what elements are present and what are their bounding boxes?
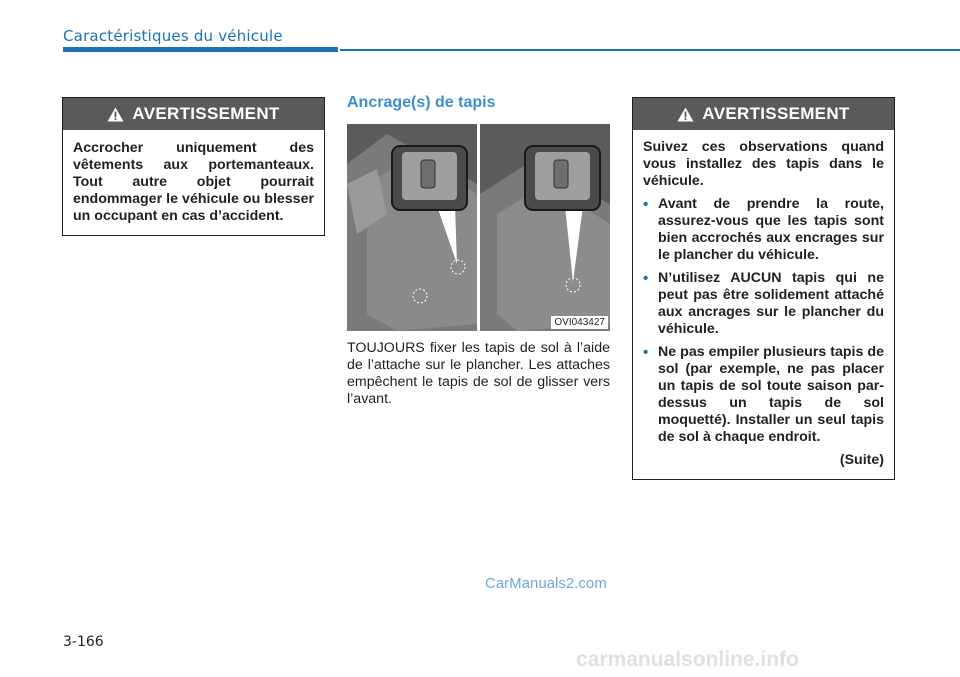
header-rule-thick <box>63 47 338 52</box>
warning-triangle-icon <box>677 107 694 122</box>
left-warning-box <box>62 97 325 236</box>
left-warning-header <box>63 98 324 130</box>
right-warning-title: AVERTISSEMENT <box>702 104 850 123</box>
floor-mat-anchor-photo <box>347 124 610 331</box>
page-number: 3-166 <box>63 634 104 650</box>
section-body-text: TOUJOURS fixer les tapis de sol à l’aide de l’attache sur le plancher. Les attaches empêchent le tapis de sol de glisser vers l’avant. <box>347 340 610 407</box>
section-heading: Ancrage(s) de tapis <box>347 94 496 111</box>
right-warning-header <box>633 98 894 130</box>
list-item: • Ne pas empiler plusieurs tapis de sol (par exemple, ne pas placer un tapis de sol toute saison par-dessus un tapis de sol moquetté). Installer un seul tapis de sol à chaque endroit. <box>643 344 884 445</box>
bullet-dot-icon: • <box>643 196 649 213</box>
right-warning-intro: Suivez ces observations quand vous installez des tapis dans le véhicule. <box>643 139 884 189</box>
section-title: Caractéristiques du véhicule <box>63 27 283 45</box>
bullet-dot-icon: • <box>643 270 649 287</box>
list-item: • Avant de prendre la route, assurez-vous que les tapis sont bien accrochés aux encrages sur le plancher du véhicule. <box>643 196 884 263</box>
list-item: • N’utilisez AUCUN tapis qui ne peut pas être solidement attaché aux ancrages sur le plancher du véhicule. <box>643 270 884 337</box>
image-code-label: OVI043427 <box>551 316 608 329</box>
left-warning-title: AVERTISSEMENT <box>132 104 280 123</box>
left-warning-text: Accrocher uniquement des vêtements aux portemanteaux. Tout autre objet pourrait endommager le véhicule ou blesser un occupant en cas d’accident. <box>73 140 314 224</box>
right-warning-box <box>632 97 895 480</box>
warning-triangle-icon <box>107 107 124 122</box>
continued-label: (Suite) <box>839 452 884 468</box>
right-warning-bullet-list <box>643 196 884 446</box>
watermark-text: CarManuals2.com <box>485 575 607 592</box>
bullet-dot-icon: • <box>643 344 649 361</box>
header-rule-thin <box>340 49 960 51</box>
site-logo: carmanualsonline.info <box>576 648 799 671</box>
